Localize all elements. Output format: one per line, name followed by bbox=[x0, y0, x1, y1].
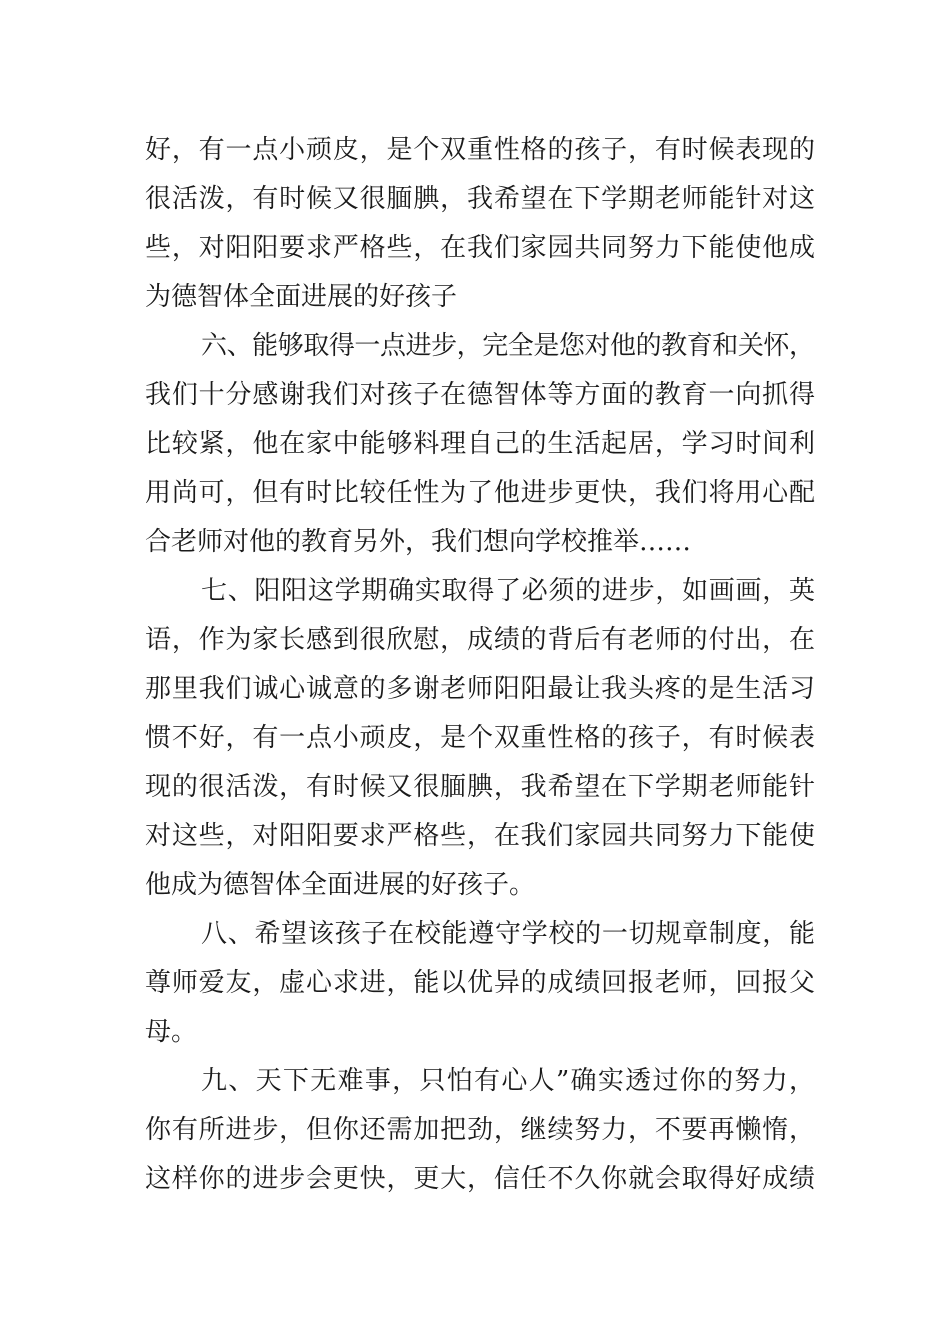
text-line bbox=[145, 861, 815, 910]
text-line-content: 很活泼，有时候又很腼腆，我希望在下学期老师能针对这 bbox=[145, 184, 816, 214]
text-line bbox=[145, 175, 815, 224]
text-line bbox=[145, 812, 815, 861]
text-line bbox=[145, 1106, 815, 1155]
text-line-content: 母。 bbox=[145, 1017, 198, 1047]
text-line bbox=[145, 910, 815, 959]
text-line-content: 我们十分感谢我们对孩子在德智体等方面的教育一向抓得 bbox=[145, 380, 816, 410]
text-line-content: 他成为德智体全面进展的好孩子。 bbox=[145, 870, 536, 900]
text-line-content: 比较紧，他在家中能够料理自己的生活起居，学习时间利 bbox=[145, 429, 816, 459]
text-line bbox=[145, 224, 815, 273]
text-line-content: 尊师爱友，虚心求进，能以优异的成绩回报老师，回报父 bbox=[145, 968, 816, 998]
text-line bbox=[145, 567, 815, 616]
text-line bbox=[145, 126, 815, 175]
text-line bbox=[145, 469, 815, 518]
document-body bbox=[145, 126, 815, 1204]
text-line-content: 语，作为家长感到很欣慰，成绩的背后有老师的付出，在 bbox=[145, 625, 816, 655]
text-line bbox=[145, 665, 815, 714]
text-line-content: 你有所进步，但你还需加把劲，继续努力，不要再懒惰， bbox=[145, 1115, 816, 1145]
text-line bbox=[145, 616, 815, 665]
text-line-content: 为德智体全面进展的好孩子 bbox=[145, 282, 458, 312]
text-line bbox=[145, 420, 815, 469]
text-line bbox=[145, 518, 815, 567]
text-line bbox=[145, 763, 815, 812]
text-line-content: 这样你的进步会更快，更大，信任不久你就会取得好成绩 bbox=[145, 1164, 816, 1194]
text-line bbox=[145, 371, 815, 420]
text-line bbox=[145, 1008, 815, 1057]
text-line bbox=[145, 322, 815, 371]
text-line-content: 现的很活泼，有时候又很腼腆，我希望在下学期老师能针 bbox=[145, 772, 816, 802]
text-line-content: 那里我们诚心诚意的多谢老师阳阳最让我头疼的是生活习 bbox=[145, 674, 816, 704]
text-line-content: 八、希望该孩子在校能遵守学校的一切规章制度，能 bbox=[201, 919, 816, 949]
text-line bbox=[145, 714, 815, 763]
text-line-content: 合老师对他的教育另外，我们想向学校推举…… bbox=[145, 527, 692, 557]
text-line-content: 惯不好，有一点小顽皮，是个双重性格的孩子，有时候表 bbox=[145, 723, 816, 753]
text-line bbox=[145, 1155, 815, 1204]
text-line bbox=[145, 959, 815, 1008]
text-line bbox=[145, 273, 815, 322]
text-line-content: 些，对阳阳要求严格些，在我们家园共同努力下能使他成 bbox=[145, 233, 816, 263]
text-line-content: 对这些，对阳阳要求严格些，在我们家园共同努力下能使 bbox=[145, 821, 816, 851]
text-line-content: 好，有一点小顽皮，是个双重性格的孩子，有时候表现的 bbox=[145, 135, 816, 165]
text-line-content: 九、天下无难事，只怕有心人”确实透过你的努力， bbox=[201, 1066, 817, 1096]
text-line bbox=[145, 1057, 815, 1106]
text-line-content: 六、能够取得一点进步，完全是您对他的教育和关怀， bbox=[201, 331, 815, 361]
text-line-content: 七、阳阳这学期确实取得了必须的进步，如画画，英 bbox=[201, 576, 816, 606]
text-line-content: 用尚可，但有时比较任性为了他进步更快，我们将用心配 bbox=[145, 478, 816, 508]
